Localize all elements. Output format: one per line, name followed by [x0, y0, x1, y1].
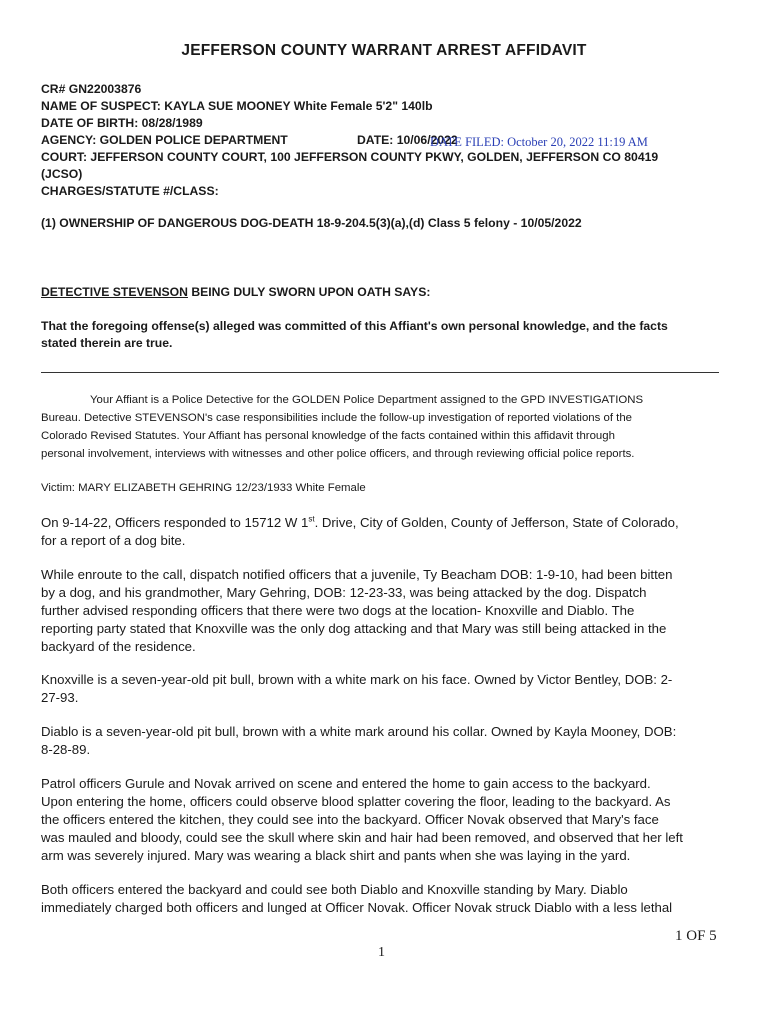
paragraph-2-line-2: by a dog, and his grandmother, Mary Gehring, DOB: 12-23-33, was being attacked by the dog. Dispatch	[41, 585, 647, 600]
paragraph-5-line-3: the officers entered the kitchen, they could see into the backyard. Officer Novak observed that Mary's face	[41, 812, 659, 827]
paragraph-3-line-1: Knoxville is a seven-year-old pit bull, brown with a white mark on his face. Owned by Victor Bentley, DOB: 2-	[41, 672, 673, 687]
suspect-dob: DATE OF BIRTH: 08/28/1989	[41, 116, 203, 130]
charge-1: (1) OWNERSHIP OF DANGEROUS DOG-DEATH 18-9-204.5(3)(a),(d) Class 5 felony - 10/05/2022	[41, 216, 582, 230]
page-of-indicator: 1 OF 5	[675, 928, 717, 944]
paragraph-5-line-1: Patrol officers Gurule and Novak arrived on scene and entered the home to gain access to the backyard.	[41, 776, 651, 791]
detective-name: DETECTIVE STEVENSON	[41, 285, 188, 299]
case-number: CR# GN22003876	[41, 82, 142, 96]
paragraph-5-line-2: Upon entering the home, officers could observe blood splatter covering the floor, leading to the backyard. As	[41, 794, 671, 809]
paragraph-4-line-1: Diablo is a seven-year-old pit bull, brown with a white mark around his collar. Owned by Kayla Mooney, DOB:	[41, 724, 677, 739]
paragraph-4-line-2: 8-28-89.	[41, 742, 91, 757]
paragraph-2-line-4: reporting party stated that Knoxville was the only dog attacking and that Mary was still being attacked in the	[41, 621, 667, 636]
paragraph-6-line-2: immediately charged both officers and lunged at Officer Novak. Officer Novak struck Diablo with a less lethal	[41, 900, 673, 915]
intro-line-4: personal involvement, interviews with witnesses and other police officers, and through reviewing official police reports.	[41, 448, 635, 460]
victim-line: Victim: MARY ELIZABETH GEHRING 12/23/1933 White Female	[41, 482, 366, 494]
intro-line-1: Your Affiant is a Police Detective for the GOLDEN Police Department assigned to the GPD INVESTIGATIONS	[90, 394, 644, 406]
document-title: JEFFERSON COUNTY WARRANT ARREST AFFIDAVIT	[181, 42, 587, 59]
date-filed-stamp: DATE FILED: October 20, 2022 11:19 AM	[430, 135, 648, 149]
intro-line-3: Colorado Revised Statutes. Your Affiant has personal knowledge of the facts contained within this affidavit through	[41, 430, 615, 442]
paragraph-5-line-4: was mauled and bloody, could see the skull where skin and hair had been removed, and observed that her left	[41, 830, 683, 845]
oath-heading	[41, 285, 430, 299]
oath-statement-line-1: That the foregoing offense(s) alleged was committed of this Affiant's own personal knowledge, and the facts	[41, 319, 668, 333]
paragraph-2-line-3: further advised responding officers that there were two dogs at the location- Knoxville and Diablo. The	[41, 603, 635, 618]
p1-superscript: st	[308, 514, 315, 524]
page-number: 1	[378, 945, 385, 960]
charges-label: CHARGES/STATUTE #/CLASS:	[41, 184, 219, 198]
paragraph-1-line-2: for a report of a dog bite.	[41, 533, 186, 548]
paragraph-2-line-5: backyard of the residence.	[41, 639, 196, 654]
paragraph-3-line-2: 27-93.	[41, 690, 79, 705]
paragraph-1-line-1	[41, 514, 679, 533]
p1-text-a: On 9-14-22, Officers responded to 15712 W 1	[41, 515, 309, 530]
agency: AGENCY: GOLDEN POLICE DEPARTMENT	[41, 133, 288, 147]
paragraph-2-line-1: While enroute to the call, dispatch notified officers that a juvenile, Ty Beacham DOB: 1-9-10, had been bitten	[41, 567, 673, 582]
court: COURT: JEFFERSON COUNTY COURT, 100 JEFFERSON COUNTY PKWY, GOLDEN, JEFFERSON CO 80419	[41, 150, 659, 164]
paragraph-6-line-1: Both officers entered the backyard and could see both Diablo and Knoxville standing by Mary. Diablo	[41, 882, 628, 897]
intro-line-2: Bureau. Detective STEVENSON's case responsibilities include the follow-up investigation of reported violations of the	[41, 412, 632, 424]
oath-heading-rest: BEING DULY SWORN UPON OATH SAYS:	[187, 285, 431, 299]
p1-text-b: . Drive, City of Golden, County of Jefferson, State of Colorado,	[314, 515, 679, 530]
affidavit-date: DATE: 10/06/2022	[357, 133, 458, 147]
paragraph-5-line-5: arm was severely injured. Mary was wearing a black shirt and pants when she was laying in the yard.	[41, 848, 631, 863]
section-divider	[41, 372, 719, 373]
court-continued: (JCSO)	[41, 167, 83, 181]
oath-statement-line-2: stated therein are true.	[41, 336, 173, 350]
suspect-name: NAME OF SUSPECT: KAYLA SUE MOONEY White Female 5'2" 140lb	[41, 99, 433, 113]
